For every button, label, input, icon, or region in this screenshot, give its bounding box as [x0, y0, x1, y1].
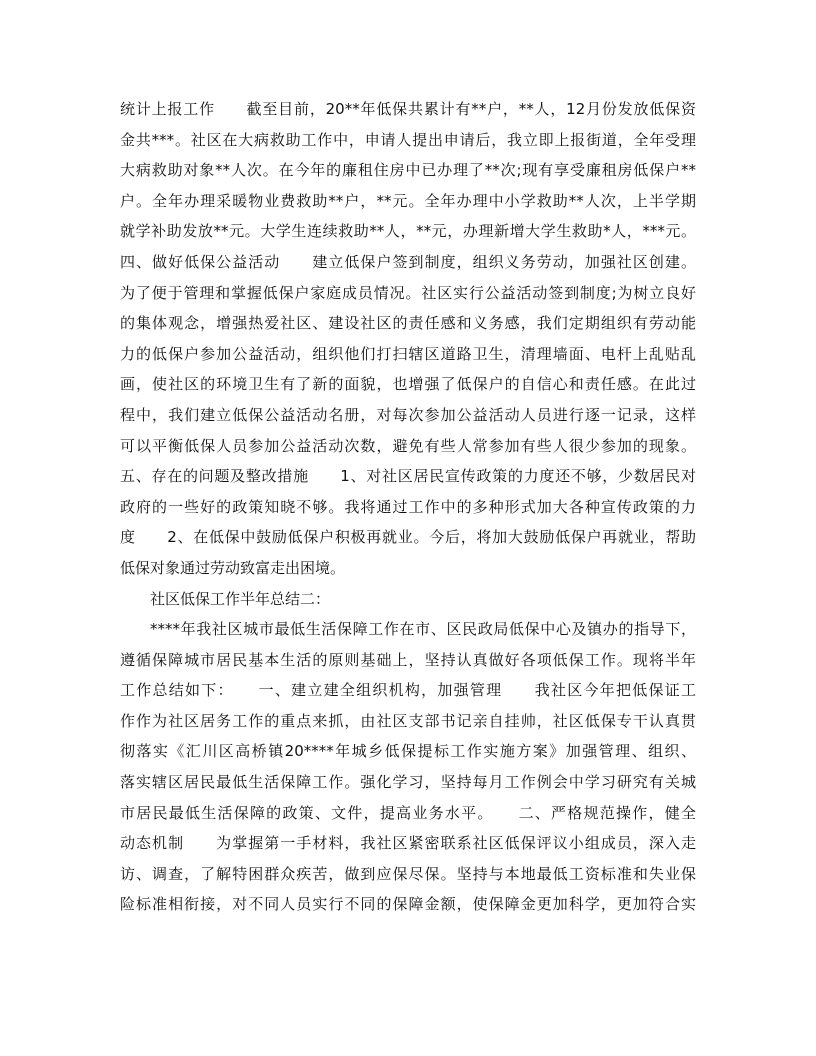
text-line: 户。全年办理采暖物业费救助**户，**元。全年办理中小学救助**人次，上半学期: [120, 191, 696, 210]
text-line: 动态机制 为掌握第一手材料，我社区紧密联系社区低保评议小组成员，深入走: [120, 834, 696, 853]
text-line: 金共***。社区在大病救助工作中，申请人提出申请后，我立即上报街道，全年受理: [120, 130, 696, 149]
text-line: 作作为社区居务工作的重点来抓，由社区支部书记亲自挂帅，社区低保专干认真贯: [120, 711, 696, 730]
text-line: 遵循保障城市居民基本生活的原则基础上，坚持认真做好各项低保工作。现将半年: [120, 650, 696, 669]
text-line: 大病救助对象**人次。在今年的廉租住房中已办理了**次;现有享受廉租房低保户**: [120, 161, 696, 180]
document-body: [120, 94, 696, 920]
text-line: 低保对象通过劳动致富走出困境。: [120, 558, 346, 577]
text-line: 五、存在的问题及整改措施 1、对社区居民宣传政策的力度还不够，少数居民对: [120, 467, 696, 486]
text-line: 工作总结如下： 一、建立建全组织机构，加强管理 我社区今年把低保证工: [120, 681, 696, 700]
text-line: 落实辖区居民最低生活保障工作。强化学习，坚持每月工作例会中学习研究有关城: [120, 773, 696, 792]
text-line: 可以平衡低保人员参加公益活动次数，避免有些人常参加有些人很少参加的现象。: [120, 436, 696, 455]
text-line: 画，使社区的环境卫生有了新的面貌，也增强了低保户的自信心和责任感。在此过: [120, 375, 696, 394]
text-line: ****年我社区城市最低生活保障工作在市、区民政局低保中心及镇办的指导下，: [150, 620, 696, 639]
text-line: 政府的一些好的政策知晓不够。我将通过工作中的多种形式加大各种宣传政策的力: [120, 497, 696, 516]
text-line: 访、调查，了解特困群众疾苦，做到应保尽保。坚持与本地最低工资标准和失业保: [120, 864, 696, 883]
text-line: 社区低保工作半年总结二：: [150, 589, 331, 608]
text-line: 程中，我们建立低保公益活动名册，对每次参加公益活动人员进行逐一记录，这样: [120, 405, 696, 424]
text-line: 统计上报工作 截至目前，20**年低保共累计有**户，**人，12月份发放低保资: [120, 100, 696, 118]
text-line: 市居民最低生活保障的政策、文件，提高业务水平。 二、严格规范操作，健全: [120, 803, 696, 822]
text-line: 险标准相衔接，对不同人员实行不同的保障金额，使保障金更加科学，更加符合实: [120, 895, 696, 914]
text-line: 彻落实《汇川区高桥镇20****年城乡低保提标工作实施方案》加强管理、组织、: [120, 742, 696, 761]
text-line: 为了便于管理和掌握低保户家庭成员情况。社区实行公益活动签到制度;为树立良好: [120, 283, 696, 302]
text-line: 的集体观念，增强热爱社区、建设社区的责任感和义务感，我们定期组织有劳动能: [120, 314, 696, 333]
text-line: 度 2、在低保中鼓励低保户积极再就业。今后，将加大鼓励低保户再就业，帮助: [120, 528, 696, 547]
text-line: 就学补助发放**元。大学生连续救助**人，**元，办理新增大学生救助*人，***元。: [120, 222, 696, 241]
text-line: 力的低保户参加公益活动，组织他们打扫辖区道路卫生，清理墙面、电杆上乱贴乱: [120, 344, 696, 363]
text-line: 四、做好低保公益活动 建立低保户签到制度，组织义务劳动，加强社区创建。: [120, 252, 696, 271]
